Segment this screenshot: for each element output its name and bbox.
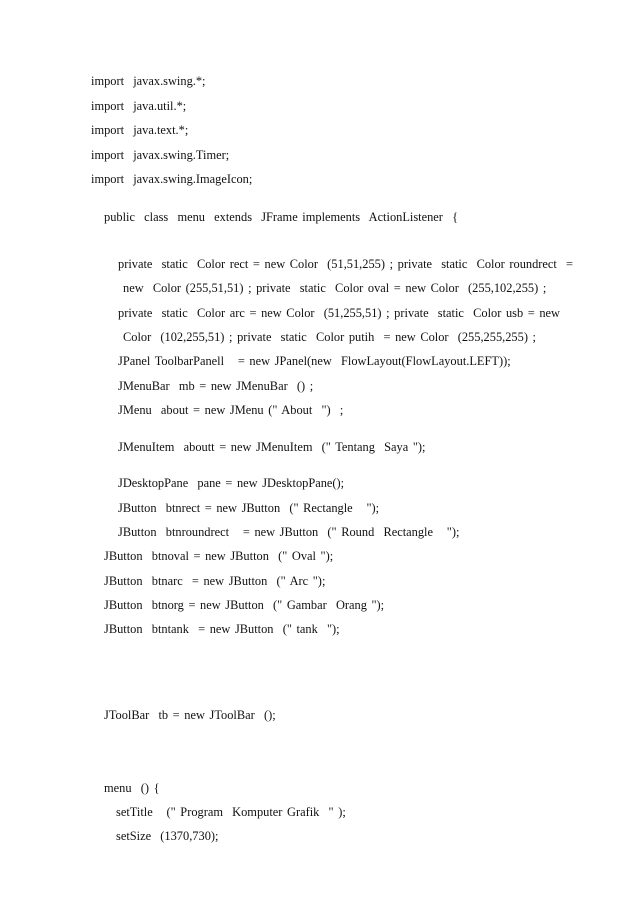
code-line: JButton btnarc = new JButton (" Arc ");: [104, 574, 326, 588]
code-line: private static Color rect = new Color (51,51,255) ; private static Color roundrect =: [118, 257, 574, 271]
code-line: public class menu extends JFrame implements ActionListener {: [104, 210, 459, 224]
code-line: JButton btnrect = new JButton (" Rectangle ");: [118, 501, 380, 515]
code-line: import java.text.*;: [91, 123, 189, 137]
code-line: JMenuItem aboutt = new JMenuItem (" Tentang Saya ");: [118, 440, 426, 454]
code-line: import java.util.*;: [91, 99, 187, 113]
code-line: import javax.swing.ImageIcon;: [91, 172, 253, 186]
code-line: import javax.swing.Timer;: [91, 148, 230, 162]
code-line: import javax.swing.*;: [91, 74, 206, 88]
code-line: JPanel ToolbarPanell = new JPanel(new FlowLayout(FlowLayout.LEFT));: [118, 354, 511, 368]
code-line: menu () {: [104, 781, 160, 795]
code-line: JButton btnroundrect = new JButton (" Round Rectangle ");: [118, 525, 460, 539]
code-line: JToolBar tb = new JToolBar ();: [104, 708, 276, 722]
code-line: JButton btntank = new JButton (" tank ");: [104, 622, 340, 636]
code-line: JMenu about = new JMenu (" About ") ;: [118, 403, 344, 417]
code-line: setTitle (" Program Komputer Grafik " );: [116, 805, 346, 819]
code-line: Color (102,255,51) ; private static Color putih = new Color (255,255,255) ;: [123, 330, 536, 344]
code-line: setSize (1370,730);: [116, 829, 219, 843]
code-line: JDesktopPane pane = new JDesktopPane();: [118, 476, 345, 490]
code-line: JMenuBar mb = new JMenuBar () ;: [118, 379, 314, 393]
code-line: private static Color arc = new Color (51,255,51) ; private static Color usb = new: [118, 306, 560, 320]
code-line: JButton btnoval = new JButton (" Oval ");: [104, 549, 334, 563]
code-line: new Color (255,51,51) ; private static Color oval = new Color (255,102,255) ;: [123, 281, 547, 295]
code-line: JButton btnorg = new JButton (" Gambar Orang ");: [104, 598, 385, 612]
